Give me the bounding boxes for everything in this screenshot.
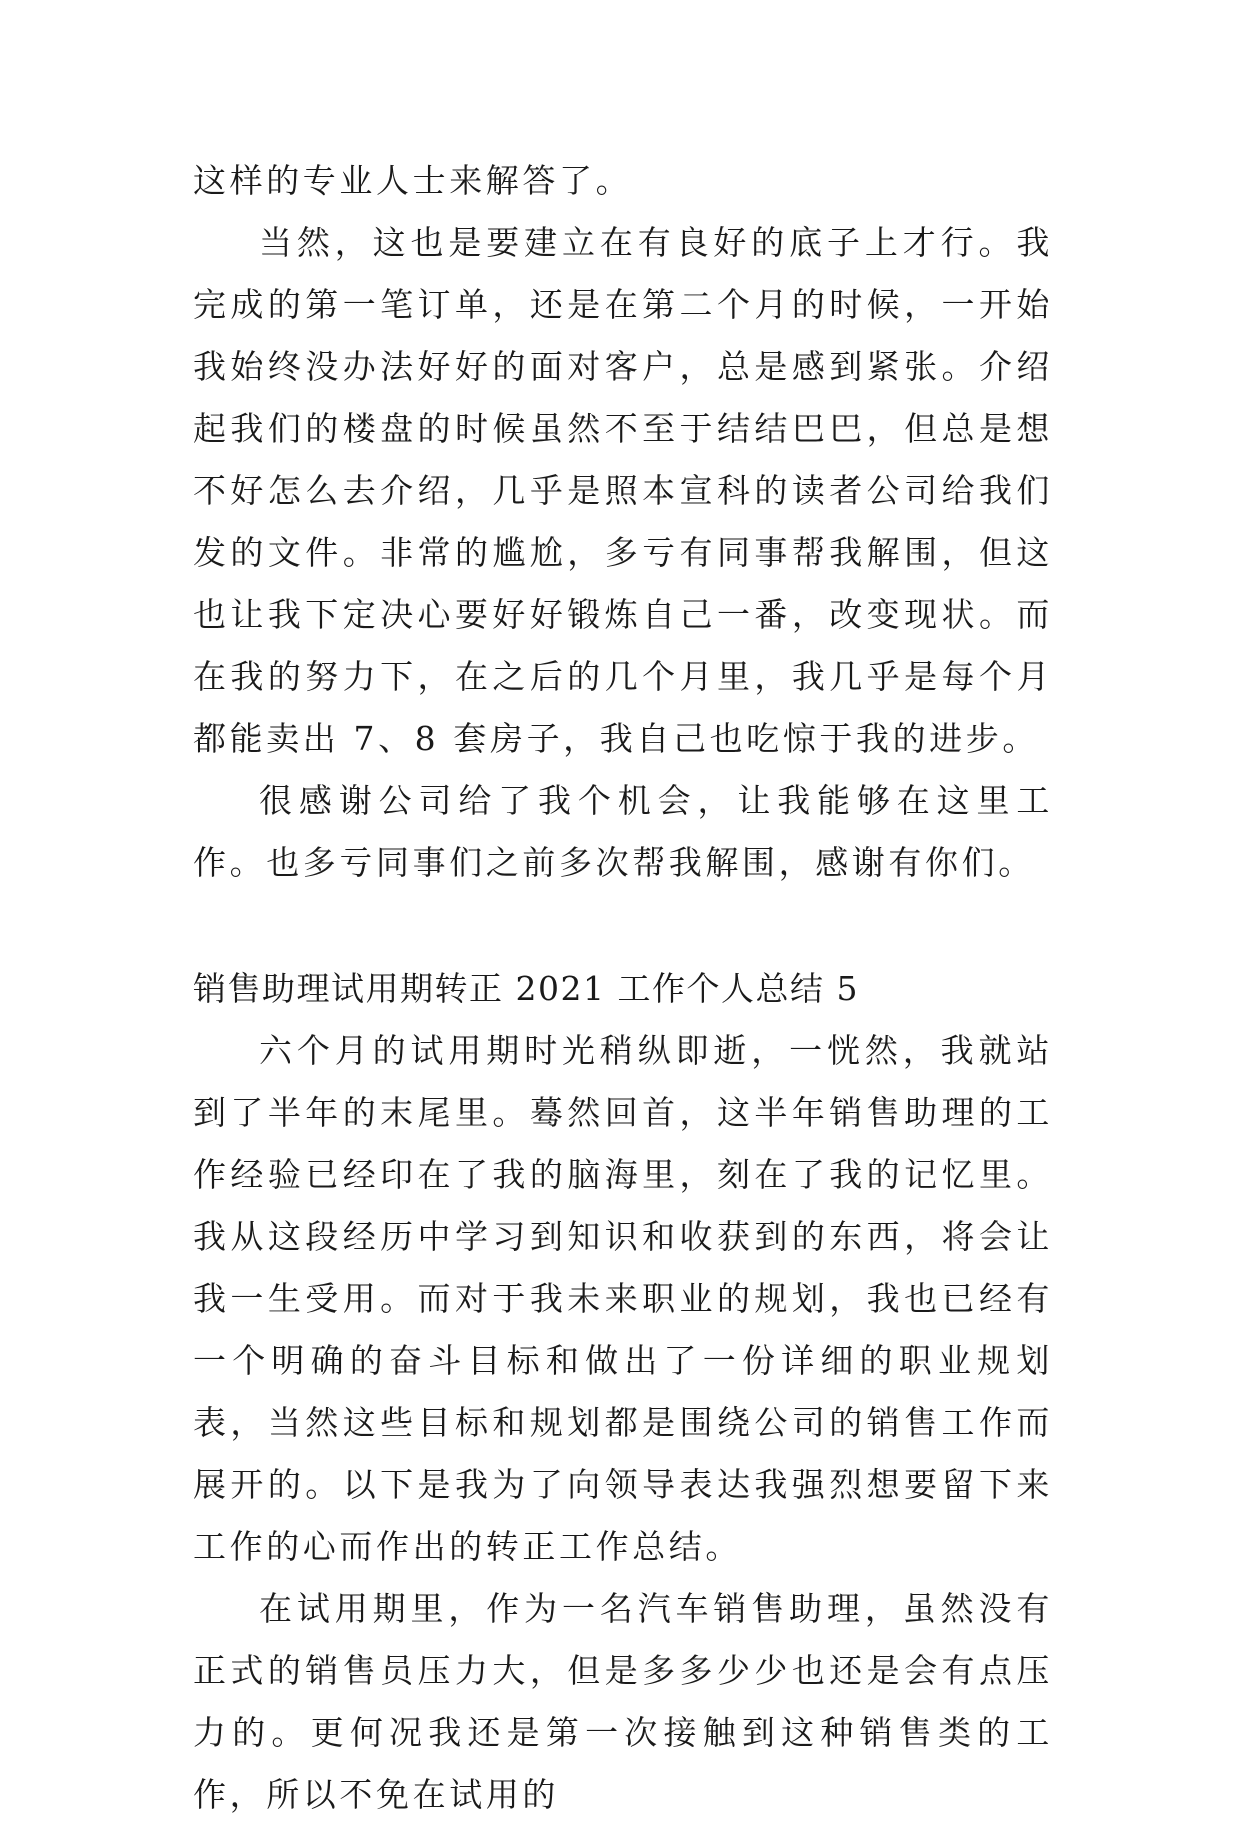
paragraph-six-months: 六个月的试用期时光稍纵即逝，一恍然，我就站到了半年的末尾里。蓦然回首，这半年销售助理的工作经验已经印在了我的脑海里，刻在了我的记忆里。我从这段经历中学习到知识和收获到的东西，将会让我一生受用。而对于我未来职业的规划，我也已经有一个明确的奋斗目标和做出了一份详细的职业规划表，当然这些目标和规划都是围绕公司的销售工作而展开的。以下是我为了向领导表达我强烈想要留下来工作的心而作出的转正工作总结。: [193, 1031, 1053, 1566]
paragraph-thanks: 很感谢公司给了我个机会，让我能够在这里工作。也多亏同事们之前多次帮我解围，感谢有你们。: [193, 781, 1053, 882]
paragraph-first-order: 当然，这也是要建立在有良好的底子上才行。我完成的第一笔订单，还是在第二个月的时候，一开始我始终没办法好好的面对客户，总是感到紧张。介绍起我们的楼盘的时候虽然不至于结结巴巴，但总是想不好怎么去介绍，几乎是照本宣科的读者公司给我们发的文件。非常的尴尬，多亏有同事帮我解围，但这也让我下定决心要好好锻炼自己一番，改变现状。而在我的努力下，在之后的几个月里，我几乎是每个月都能卖出 7、8 套房子，我自己也吃惊于我的进步。: [193, 223, 1053, 758]
document-page: [193, 150, 1053, 1826]
paragraph-probation-period: 在试用期里，作为一名汽车销售助理，虽然没有正式的销售员压力大，但是多多少少也还是会有点压力的。更何况我还是第一次接触到这种销售类的工作，所以不免在试用的: [193, 1589, 1053, 1814]
paragraph-continuation: 这样的专业人士来解答了。: [193, 161, 633, 200]
section-heading: 销售助理试用期转正 2021 工作个人总结 5: [193, 969, 859, 1008]
